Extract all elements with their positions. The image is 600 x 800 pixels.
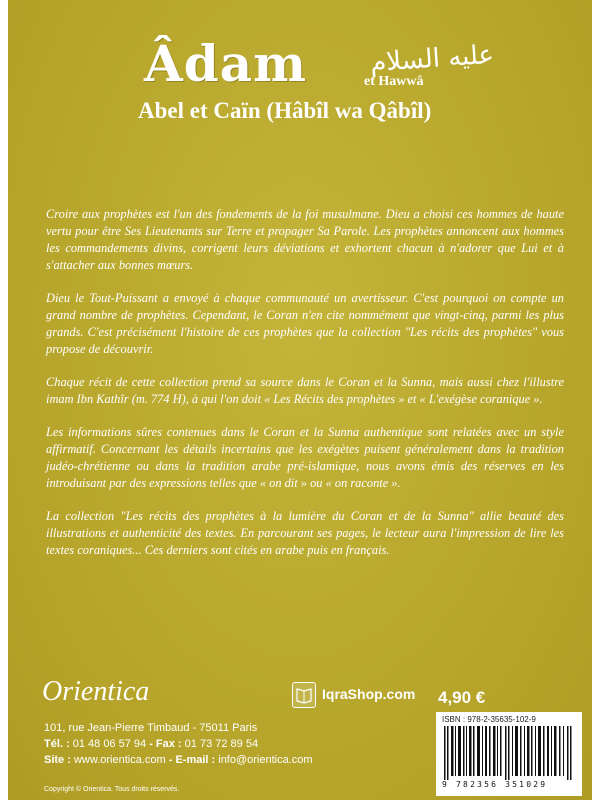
paragraph-3: Chaque récit de cette collection prend sa source dans le Coran et la Sunna, mais aussi chez l'illustre imam Ibn Kathîr (m. 774 H), à qui l'on doit « Les Récits des prophètes » et « L'exégèse coranique ». <box>46 375 564 406</box>
paragraph-4: Les informations sûres contenues dans le Coran et la Sunna authentique sont relatées avec un style affirmatif. Concernant les détails incertains que les exégètes puisent généralement dans la tradition judéo-chrétienne ou dans la tradition arabe pré-islamique, nous avons émis des réserves en les introduisant par des expressions telles que « on dit » ou « on raconte ». <box>46 425 564 490</box>
barcode-digits: 9 782356 351029 <box>442 780 548 789</box>
site-label: Site : <box>44 754 71 766</box>
tel-value: 01 48 06 57 94 <box>72 738 147 750</box>
paragraph-5: La collection "Les récits des prophètes à la lumière du Coran et de la Sunna" allie beauté des illustrations et authenticité des textes. En parcourant ses pages, le lecteur aura l'impression de lire les textes coraniques... Ces derniers sont cités en arabe puis en français. <box>46 509 564 557</box>
site-value: www.orientica.com <box>73 754 166 766</box>
barcode-bars-icon <box>442 726 576 780</box>
book-subtitle: Abel et Caïn (Hâbîl wa Qâbîl) <box>138 98 432 123</box>
price-label: 4,90 € <box>438 688 486 707</box>
email-label: - E-mail : <box>168 754 216 766</box>
fax-label: - Fax : <box>149 738 182 750</box>
book-back-cover <box>8 0 592 800</box>
publisher-address: 101, rue Jean-Pierre Timbaud - 75011 Paris <box>44 722 258 734</box>
email-value: info@orientica.com <box>218 754 313 766</box>
iqrashop-text: IqraShop.com <box>322 686 416 702</box>
tel-label: Tél. : <box>44 738 70 750</box>
copyright-notice: Copyright © Orientica. Tous droits réservés. <box>44 786 180 793</box>
arabic-calligraphy: عليه السلام <box>369 39 496 79</box>
book-icon <box>292 682 316 708</box>
description-text <box>46 206 564 575</box>
paragraph-2: Dieu le Tout-Puissant a envoyé à chaque communauté un avertisseur. C'est pourquoi on compte un grand nombre de prophètes. Cependant, le Coran n'en cite nommément que vingt-cinq, parmi les plus grands. C'est précisément l'histoire de ces prophètes que la collection "Les récits des prophètes" vous propose de découvrir. <box>46 291 564 356</box>
title-secondary: et Hawwâ <box>364 74 424 89</box>
publisher-phone-line <box>44 738 258 750</box>
publisher-web-line <box>44 754 313 766</box>
barcode <box>436 712 582 796</box>
paragraph-1: Croire aux prophètes est l'un des fondements de la foi musulmane. Dieu a choisi ces hommes de haute vertu pour être Ses Lieutenants sur Terre et propager Sa Parole. Les prophètes annoncent aux hommes les commandements divins, corrigent leurs déviations et exhortent chacun à n'adorer que Lui et à s'attacher aux bonnes mœurs. <box>46 207 564 272</box>
fax-value: 01 73 72 89 54 <box>184 738 259 750</box>
isbn-text: ISBN : 978-2-35635-102-9 <box>442 715 536 724</box>
publisher-logo: Orientica <box>42 676 150 707</box>
iqrashop-logo <box>292 682 432 708</box>
book-title: Âdam <box>144 34 308 93</box>
footer <box>8 676 592 800</box>
